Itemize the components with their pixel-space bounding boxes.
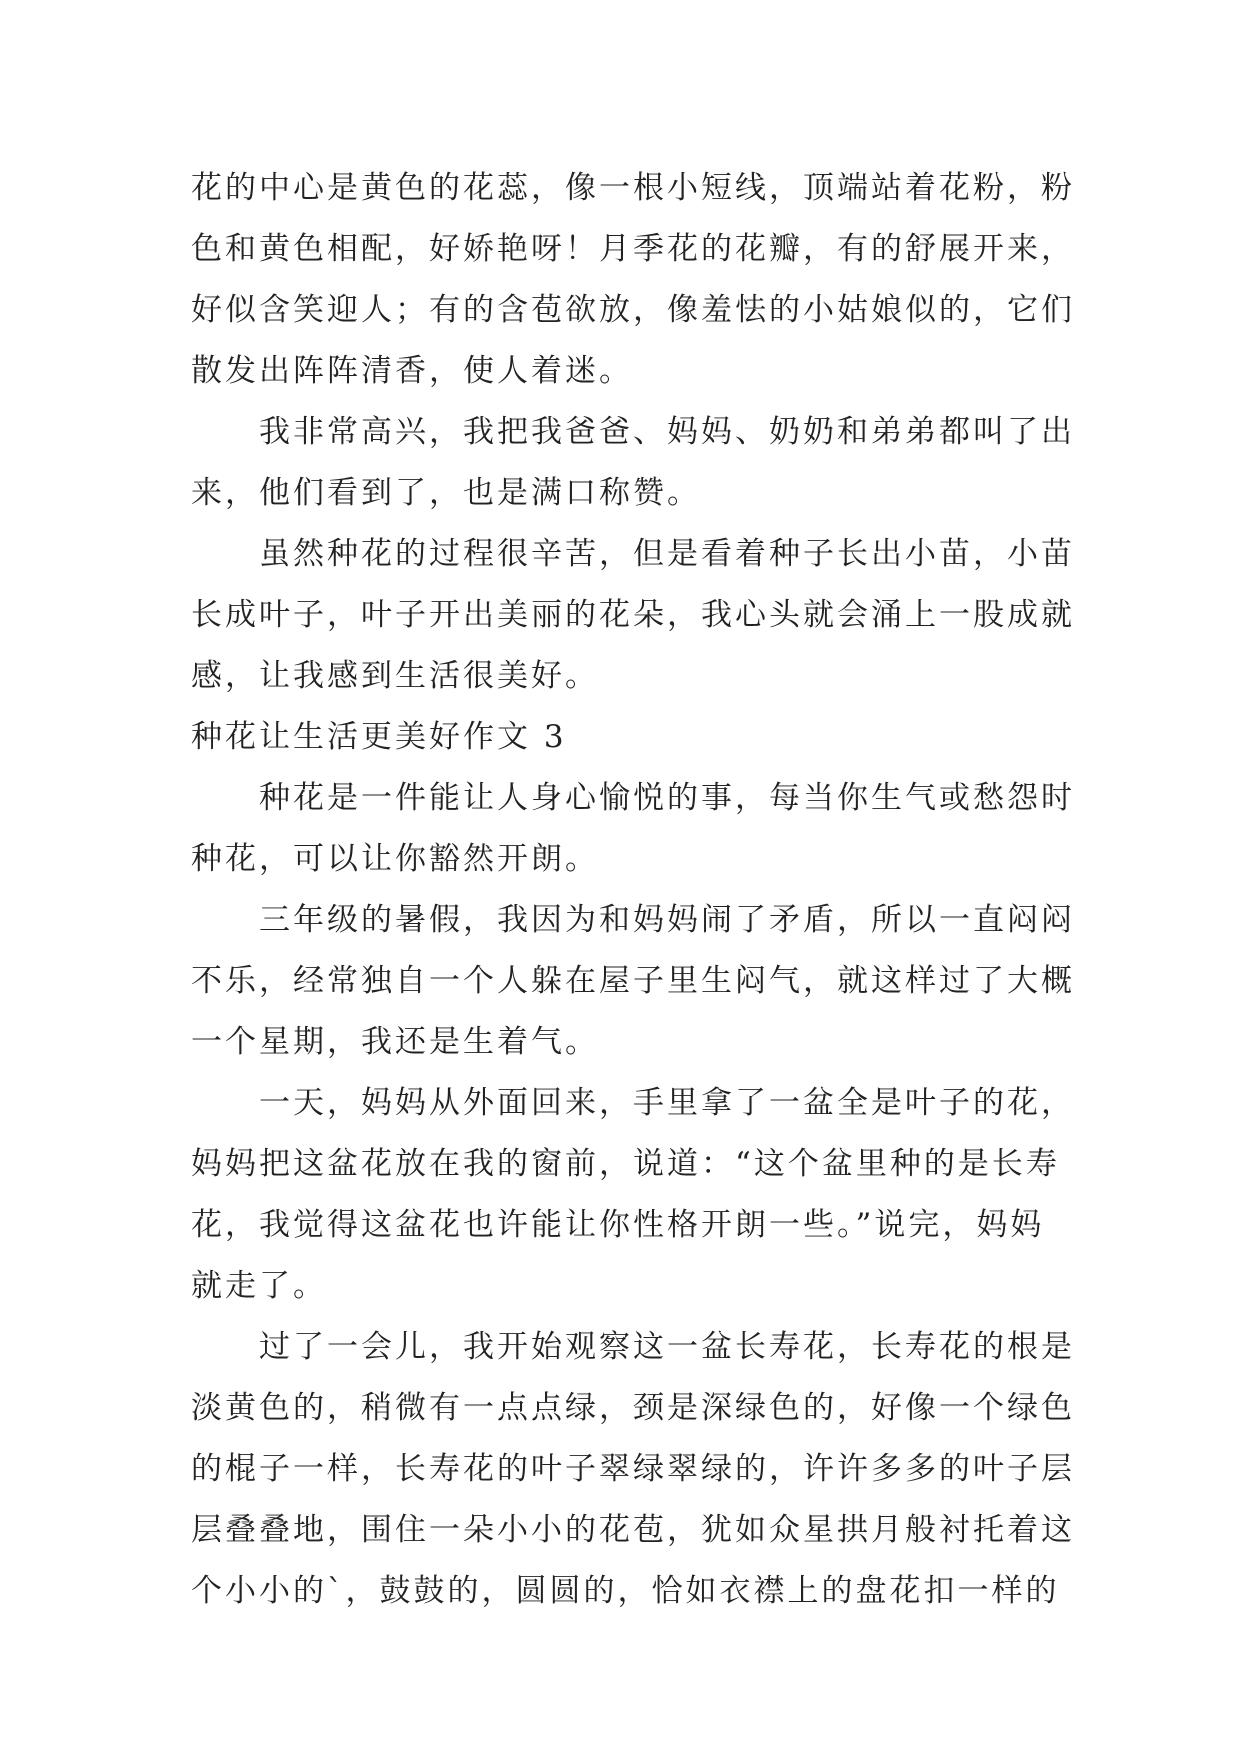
text-line: 好似含笑迎人；有的含苞欲放，像羞怯的小姑娘似的，它们	[191, 292, 1075, 328]
text-line: 色和黄色相配，好娇艳呀！月季花的花瓣，有的舒展开来，	[191, 231, 1075, 267]
text-line: 花，我觉得这盆花也许能让你性格开朗一些。”说完，妈妈	[191, 1207, 1045, 1243]
text-line: 感，让我感到生活很美好。	[191, 658, 599, 694]
text-line: 层叠叠地，围住一朵小小的花苞，犹如众星拱月般衬托着这	[191, 1512, 1075, 1548]
text-line: 虽然种花的过程很辛苦，但是看着种子长出小苗，小苗	[191, 536, 1075, 572]
text-line: 淡黄色的，稍微有一点点绿，颈是深绿色的，好像一个绿色	[191, 1390, 1075, 1426]
document-page	[191, 158, 1075, 1622]
text-line: 过了一会儿，我开始观察这一盆长寿花，长寿花的根是	[191, 1329, 1075, 1365]
text-line: 散发出阵阵清香，使人着迷。	[191, 353, 633, 389]
text-line: 妈妈把这盆花放在我的窗前，说道：“这个盆里种的是长寿	[191, 1146, 1060, 1182]
text-line: 来，他们看到了，也是满口称赞。	[191, 475, 701, 511]
text-line: 一天，妈妈从外面回来，手里拿了一盆全是叶子的花，	[191, 1085, 1075, 1121]
text-line: 就走了。	[191, 1268, 327, 1304]
text-line: 种花是一件能让人身心愉悦的事，每当你生气或愁怨时	[191, 780, 1075, 816]
text-line: 个小小的`，鼓鼓的，圆圆的，恰如衣襟上的盘花扣一样的	[191, 1573, 1060, 1609]
section-heading: 种花让生活更美好作文 3	[191, 719, 567, 755]
text-line: 长成叶子，叶子开出美丽的花朵，我心头就会涌上一股成就	[191, 597, 1075, 633]
text-line: 花的中心是黄色的花蕊，像一根小短线，顶端站着花粉，粉	[191, 170, 1075, 206]
text-line: 我非常高兴，我把我爸爸、妈妈、奶奶和弟弟都叫了出	[191, 414, 1075, 450]
text-line: 种花，可以让你豁然开朗。	[191, 841, 599, 877]
text-line: 的棍子一样，长寿花的叶子翠绿翠绿的，许许多多的叶子层	[191, 1451, 1075, 1487]
text-line: 三年级的暑假，我因为和妈妈闹了矛盾，所以一直闷闷	[191, 902, 1075, 938]
text-line: 一个星期，我还是生着气。	[191, 1024, 599, 1060]
text-line: 不乐，经常独自一个人躲在屋子里生闷气，就这样过了大概	[191, 963, 1075, 999]
